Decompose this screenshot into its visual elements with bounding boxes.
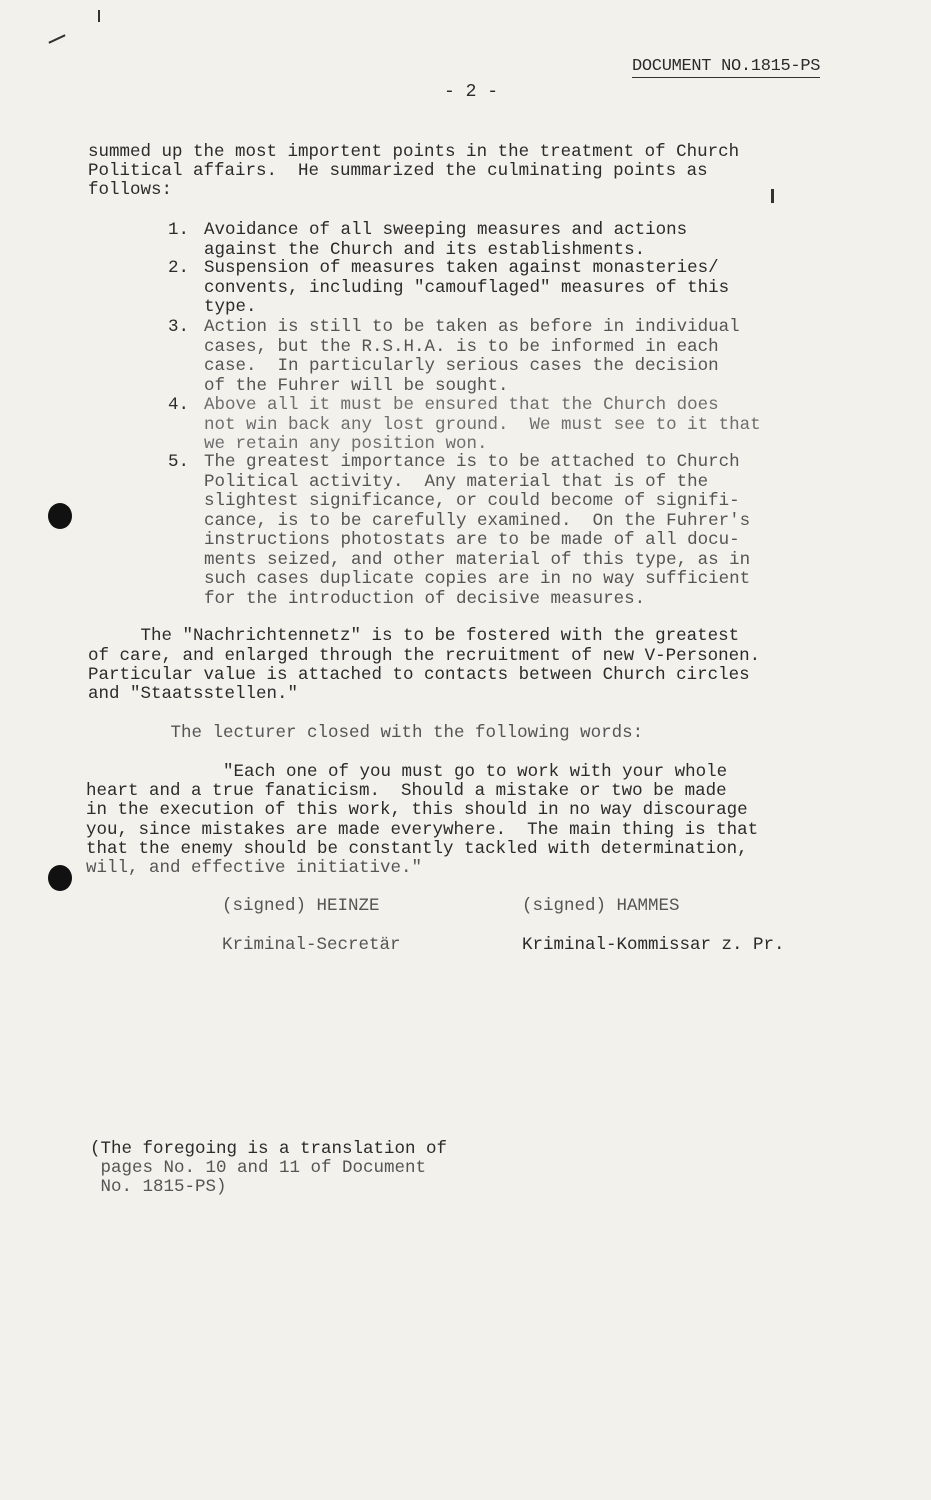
signature-left: (signed) HEINZE: [222, 896, 380, 916]
punch-hole: [48, 503, 72, 529]
margin-mark: [98, 10, 100, 22]
quote-line: that the enemy should be constantly tackled with determination,: [86, 839, 748, 859]
list-item-number: 1.: [168, 220, 190, 240]
list-item-number: 5.: [168, 452, 190, 472]
paragraph-line: The lecturer closed with the following words:: [118, 723, 644, 743]
paragraph-line: of care, and enlarged through the recruitment of new V-Personen.: [88, 646, 761, 666]
quote-line: will, and effective initiative.": [86, 858, 423, 878]
footnote-line: pages No. 10 and 11 of Document: [90, 1158, 427, 1178]
paragraph-line: and "Staatsstellen.": [88, 684, 299, 704]
list-item-text: The greatest importance is to be attached to Church Political activity. Any material that is of the slightest significance, or could become of signifi- cance, is to be carefully examined. On the Fuhrer's instructions photostats are to be made of all docu- ments seized, and other material of this type, as in such cases duplicate copies are in no way sufficient for the introduction of decisive measures.: [204, 452, 751, 609]
list-item-number: 4.: [168, 395, 190, 415]
quote-line: heart and a true fanaticism. Should a mistake or two be made: [86, 781, 727, 801]
intro-line: follows:: [88, 180, 173, 200]
signature-left-title: Kriminal-Secretär: [222, 935, 401, 955]
paragraph-line: The "Nachrichtennetz" is to be fostered with the greatest: [88, 626, 740, 646]
list-item-number: 2.: [168, 258, 190, 278]
punch-hole: [48, 865, 72, 891]
footnote-line: No. 1815-PS): [90, 1177, 227, 1197]
signature-right: (signed) HAMMES: [522, 896, 680, 916]
list-item-number: 3.: [168, 317, 190, 337]
quote-line: in the execution of this work, this should in no way discourage: [86, 800, 748, 820]
stray-mark: [771, 189, 774, 203]
paragraph-line: Particular value is attached to contacts between Church circles: [88, 665, 750, 685]
quote-line: you, since mistakes are made everywhere. The main thing is that: [86, 820, 759, 840]
signature-right-title: Kriminal-Kommissar z. Pr.: [522, 935, 785, 955]
list-item-text: Avoidance of all sweeping measures and actions against the Church and its establishments.: [204, 220, 688, 260]
list-item-text: Suspension of measures taken against monasteries/ convents, including "camouflaged" measures of this type.: [204, 258, 730, 317]
intro-line: Political affairs. He summarized the culminating points as: [88, 161, 708, 181]
document-number: DOCUMENT NO.1815-PS: [632, 57, 821, 76]
quote-line: "Each one of you must go to work with your whole: [118, 762, 728, 782]
list-item-text: Action is still to be taken as before in individual cases, but the R.S.H.A. is to be informed in each case. In particularly serious cases the decision of the Fuhrer will be sought.: [204, 317, 740, 396]
list-item-text: Above all it must be ensured that the Church does not win back any lost ground. We must see to it that we retain any position won.: [204, 395, 761, 454]
intro-line: summed up the most importent points in the treatment of Church: [88, 142, 740, 162]
footnote-line: (The foregoing is a translation of: [90, 1139, 448, 1159]
page-number: - 2 -: [444, 82, 499, 102]
margin-mark: [48, 34, 65, 43]
